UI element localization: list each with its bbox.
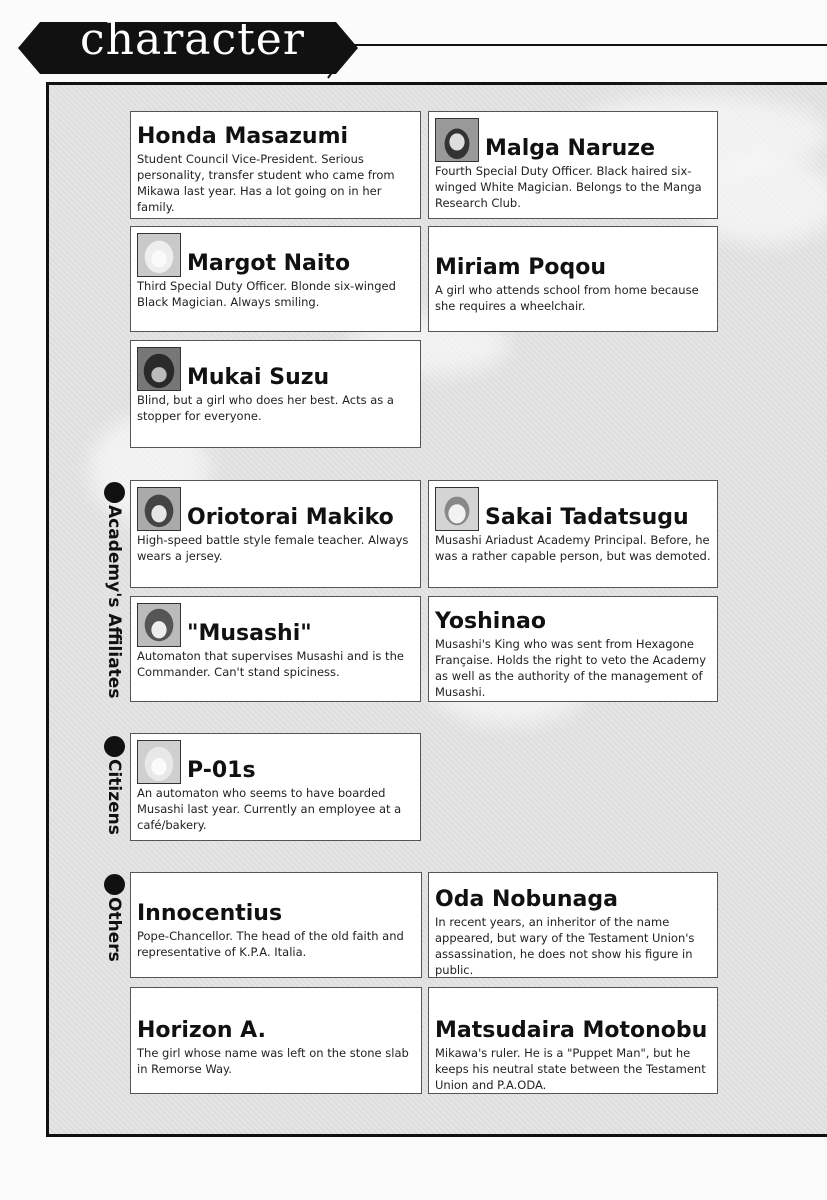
character-description: A girl who attends school from home because she requires a wheelchair. [435,283,699,313]
character-card-sakai [428,480,718,588]
section-label-text: Others [104,897,124,962]
character-name: Oda Nobunaga [435,887,618,912]
character-description: Third Special Duty Officer. Blonde six-winged Black Magician. Always smiling. [137,279,396,309]
character-description: The girl whose name was left on the stone slab in Remorse Way. [137,1046,409,1076]
character-description: Musashi Ariadust Academy Principal. Before, he was a rather capable person, but was demoted. [435,533,711,563]
character-card-oda [428,872,718,978]
portrait-image [137,740,181,784]
portrait-image [435,118,479,162]
character-name: Honda Masazumi [137,124,349,149]
portrait-image [137,233,181,277]
character-card-margot [130,226,421,332]
section-label-citizens [99,736,129,835]
character-description: Blind, but a girl who does her best. Acts as a stopper for everyone. [137,393,394,423]
portrait-image [137,487,181,531]
bullet-icon [104,482,125,503]
character-card-oriotorai [130,480,421,588]
top-rule [345,44,827,46]
character-name: Miriam Poqou [435,255,607,280]
character-name: P-01s [187,758,256,783]
character-card-yoshinao [428,596,718,702]
character-name: Matsudaira Motonobu [435,1018,708,1043]
character-card-p01s [130,733,421,841]
character-name: Mukai Suzu [187,365,330,390]
character-name: Horizon A. [137,1018,266,1043]
page-title: character [80,14,305,65]
section-label-others [99,874,129,962]
character-name: Margot Naito [187,251,351,276]
portrait-image [435,487,479,531]
character-description: Fourth Special Duty Officer. Black haired six-winged White Magician. Belongs to the Manga Research Club. [435,164,702,210]
character-card-malga [428,111,718,219]
character-name: "Musashi" [187,621,312,646]
character-card-honda [130,111,421,219]
character-card-mukai [130,340,421,448]
character-card-miriam [428,226,718,332]
character-name: Oriotorai Makiko [187,505,394,530]
character-description: In recent years, an inheritor of the name appeared, but wary of the Testament Union's assassination, he does not show his figure in public. [435,915,695,977]
character-name: Sakai Tadatsugu [485,505,689,530]
character-description: High-speed battle style female teacher. Always wears a jersey. [137,533,409,563]
character-card-innocentius [130,872,422,978]
bullet-icon [104,736,125,757]
character-description: Automaton that supervises Musashi and is the Commander. Can't stand spiciness. [137,649,404,679]
character-name: Malga Naruze [485,136,656,161]
character-description: Musashi's King who was sent from Hexagone Française. Holds the right to veto the Academy as well as the authority of the management of Musashi. [435,637,707,699]
character-card-matsudaira [428,987,718,1094]
section-label-academy [99,482,129,698]
character-description: Student Council Vice-President. Serious personality, transfer student who came from Mikawa last year. Has a lot going on in her family. [137,152,395,214]
character-card-horizon [130,987,422,1094]
section-label-text: Citizens [104,759,124,835]
section-label-text: Academy's Affiliates [104,505,124,699]
header-arrow-divider [318,22,358,82]
character-card-musashi [130,596,421,702]
character-name: Yoshinao [435,609,546,634]
bullet-icon [104,874,125,895]
portrait-image [137,347,181,391]
portrait-image [137,603,181,647]
character-description: Mikawa's ruler. He is a "Puppet Man", but he keeps his neutral state between the Testament Union and P.A.ODA. [435,1046,706,1092]
character-description: An automaton who seems to have boarded Musashi last year. Currently an employee at a café/bakery. [137,786,402,832]
character-name: Innocentius [137,901,283,926]
character-description: Pope-Chancellor. The head of the old faith and representative of K.P.A. Italia. [137,929,404,959]
